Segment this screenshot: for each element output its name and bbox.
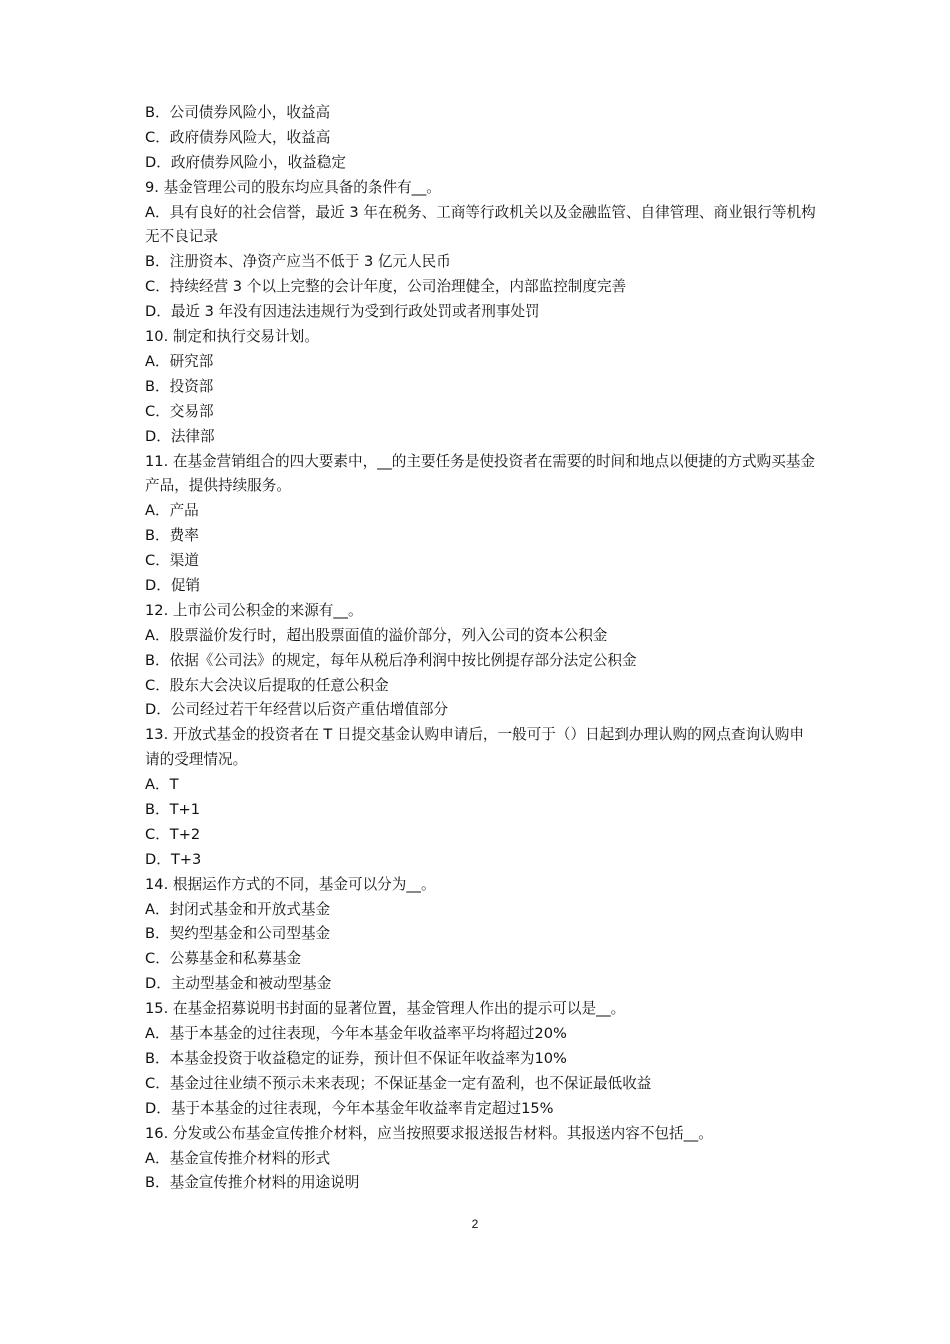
option-line: A．股票溢价发行时，超出股票面值的溢价部分，列入公司的资本公积金 — [145, 626, 608, 644]
question-line: 15. 在基金招募说明书封面的显著位置，基金管理人作出的提示可以是__。 — [145, 1000, 626, 1018]
option-line: D．基于本基金的过往表现，今年本基金年收益率肯定超过15% — [145, 1099, 554, 1117]
question-line: 12. 上市公司公积金的来源有__。 — [145, 601, 363, 619]
option-line: B．注册资本、净资产应当不低于 3 亿元人民币 — [145, 253, 451, 271]
question-line: 11. 在基金营销组合的四大要素中，__的主要任务是使投资者在需要的时间和地点以便捷的方式购买基金产品，提供持续服务。 — [145, 452, 815, 495]
question-line: 14. 根据运作方式的不同，基金可以分为__。 — [145, 875, 436, 893]
option-line: A．研究部 — [145, 352, 214, 370]
option-line: C．政府债券风险大，收益高 — [145, 128, 331, 146]
question-line: 16. 分发或公布基金宣传推介材料，应当按照要求报送报告材料。其报送内容不包括__。 — [145, 1124, 713, 1142]
option-line: C．渠道 — [145, 552, 199, 570]
option-line: D．主动型基金和被动型基金 — [145, 975, 332, 993]
option-line: B．费率 — [145, 527, 199, 545]
question-line: 13. 开放式基金的投资者在 T 日提交基金认购申请后，一般可于（）日起到办理认购的网点查询认购申请的受理情况。 — [145, 726, 804, 769]
option-line: B．本基金投资于收益稳定的证券，预计但不保证年收益率为10% — [145, 1049, 567, 1067]
option-line: C．持续经营 3 个以上完整的会计年度，公司治理健全，内部监控制度完善 — [145, 278, 627, 296]
option-line: C．公募基金和私募基金 — [145, 950, 302, 968]
option-line: A．封闭式基金和开放式基金 — [145, 900, 331, 918]
option-line: D．T+3 — [145, 850, 202, 868]
option-line: C．交易部 — [145, 402, 214, 420]
page-number: 2 — [471, 1217, 479, 1231]
option-line: B．投资部 — [145, 377, 214, 395]
option-line: D．政府债券风险小，收益稳定 — [145, 153, 346, 171]
option-line: C．T+2 — [145, 825, 201, 843]
option-line: B．依据《公司法》的规定，每年从税后净利润中按比例提存部分法定公积金 — [145, 651, 637, 669]
option-line: B．公司债券风险小，收益高 — [145, 104, 331, 121]
option-line: D．促销 — [145, 576, 201, 594]
option-line: A．基金宣传推介材料的形式 — [145, 1149, 331, 1167]
option-line: C．股东大会决议后提取的任意公积金 — [145, 676, 389, 694]
option-line: A．T — [145, 776, 179, 794]
option-line: A．产品 — [145, 502, 199, 520]
question-line: 9. 基金管理公司的股东均应具备的条件有__。 — [145, 178, 441, 196]
option-line: B．契约型基金和公司型基金 — [145, 925, 331, 943]
option-line: D．最近 3 年没有因违法违规行为受到行政处罚或者刑事处罚 — [145, 303, 540, 321]
option-line: D．公司经过若干年经营以后资产重估增值部分 — [145, 701, 449, 719]
option-line: D．法律部 — [145, 427, 215, 445]
question-line: 10. 制定和执行交易计划。 — [145, 328, 319, 346]
option-line: B．基金宣传推介材料的用途说明 — [145, 1174, 360, 1192]
option-line: B．T+1 — [145, 801, 201, 819]
option-line: A．基于本基金的过往表现，今年本基金年收益率平均将超过20% — [145, 1025, 567, 1043]
page-content — [145, 101, 817, 1196]
option-line: C．基金过往业绩不预示未来表现；不保证基金一定有盈利，也不保证最低收益 — [145, 1074, 652, 1092]
option-line: A．具有良好的社会信誉，最近 3 年在税务、工商等行政机关以及金融监管、自律管理、商业银行等机构无不良记录 — [145, 203, 816, 246]
